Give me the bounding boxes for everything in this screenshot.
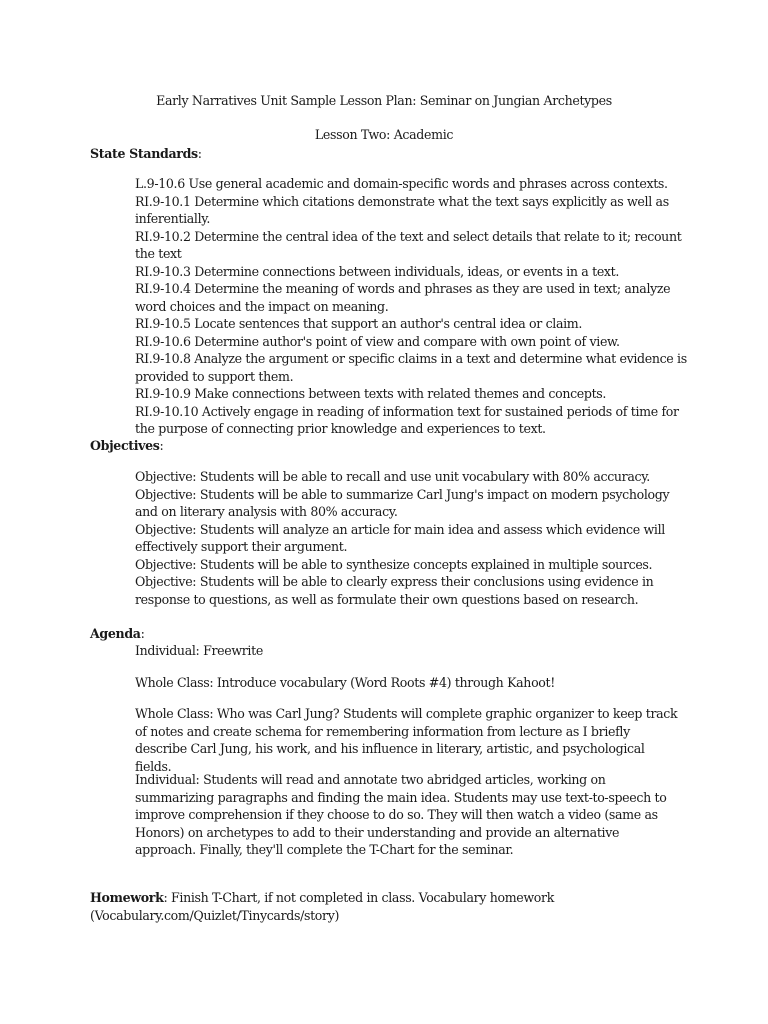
standard-item: RI.9-10.4 Determine the meaning of words and phrases as they are used in text; analyze word choices and the impact on meaning. — [135, 281, 671, 314]
agenda-item: Whole Class: Introduce vocabulary (Word Roots #4) through Kahoot! — [135, 675, 555, 690]
standard-item: RI.9-10.6 Determine author's point of view and compare with own point of view. — [135, 333, 620, 349]
standard-item: L.9-10.6 Use general academic and domain-specific words and phrases across contexts. — [135, 176, 668, 191]
standard-item: RI.9-10.8 Analyze the argument or specific claims in a text and determine what evidence is provided to support them. — [135, 351, 687, 384]
standard-item: RI.9-10.1 Determine which citations demonstrate what the text says explicitly as well as inferentially. — [135, 193, 669, 226]
agenda-item: Individual: Students will read and annotate two abridged articles, working on summarizing paragraphs and finding the main idea. Students may use text-to-speech to improve comprehension if they choose to do so. They will then watch a video (same as Honors) on archetypes to add to their understanding and provide an alternative approach. Finally, they'll complete the T-Chart for the seminar. — [135, 772, 667, 857]
standard-item: RI.9-10.2 Determine the central idea of the text and select details that relate to it; recount the text — [135, 228, 682, 261]
homework-paragraph — [90, 889, 560, 924]
standard-item: RI.9-10.9 Make connections between texts with related themes and concepts. — [135, 386, 607, 401]
standards-list — [135, 175, 695, 438]
objectives-heading — [90, 437, 163, 455]
objective-item: Objective: Students will be able to clearly express their conclusions using evidence in response to questions, as well as formulate their own questions based on research. — [135, 574, 654, 607]
agenda-heading-colon: : — [140, 626, 145, 641]
objective-item: Objective: Students will be able to summarize Carl Jung's impact on modern psychology and on literary analysis with 80% accuracy. — [135, 486, 670, 519]
standard-item: RI.9-10.10 Actively engage in reading of information text for sustained periods of time for the purpose of connecting prior knowledge and experiences to text. — [135, 403, 679, 436]
objective-item: Objective: Students will be able to recall and use unit vocabulary with 80% accuracy. — [135, 469, 650, 484]
agenda-heading — [90, 625, 145, 643]
agenda-heading-label: Agenda — [90, 626, 141, 641]
standards-heading-colon: : — [197, 146, 202, 161]
homework-text: : Finish T-Chart, if not completed in class. Vocabulary homework (Vocabulary.com/Quizlet/Tinycards/story) — [90, 890, 554, 923]
objectives-heading-label: Objectives — [90, 438, 160, 453]
document-title: Early Narratives Unit Sample Lesson Plan: Seminar on Jungian Archetypes — [156, 93, 612, 108]
agenda-item: Individual: Freewrite — [135, 643, 263, 658]
standard-item: RI.9-10.3 Determine connections between individuals, ideas, or events in a text. — [135, 263, 620, 279]
standards-heading — [90, 145, 202, 163]
objectives-heading-colon: : — [159, 438, 164, 453]
standard-item: RI.9-10.5 Locate sentences that support an author's central idea or claim. — [135, 316, 583, 331]
standards-heading-label: State Standards — [90, 146, 198, 161]
document-subtitle: Lesson Two: Academic — [314, 127, 454, 142]
objectives-list — [135, 468, 680, 608]
agenda-item: Whole Class: Who was Carl Jung? Students will complete graphic organizer to keep track of notes and create schema for remembering information from lecture as I briefly describe Carl Jung, his work, and his influence in literary, artistic, and psychological fields. — [135, 706, 678, 774]
objective-item: Objective: Students will analyze an article for main idea and assess which evidence will effectively support their argument. — [135, 521, 665, 554]
homework-heading: Homework — [90, 890, 164, 905]
objective-item: Objective: Students will be able to synthesize concepts explained in multiple sources. — [135, 556, 653, 572]
